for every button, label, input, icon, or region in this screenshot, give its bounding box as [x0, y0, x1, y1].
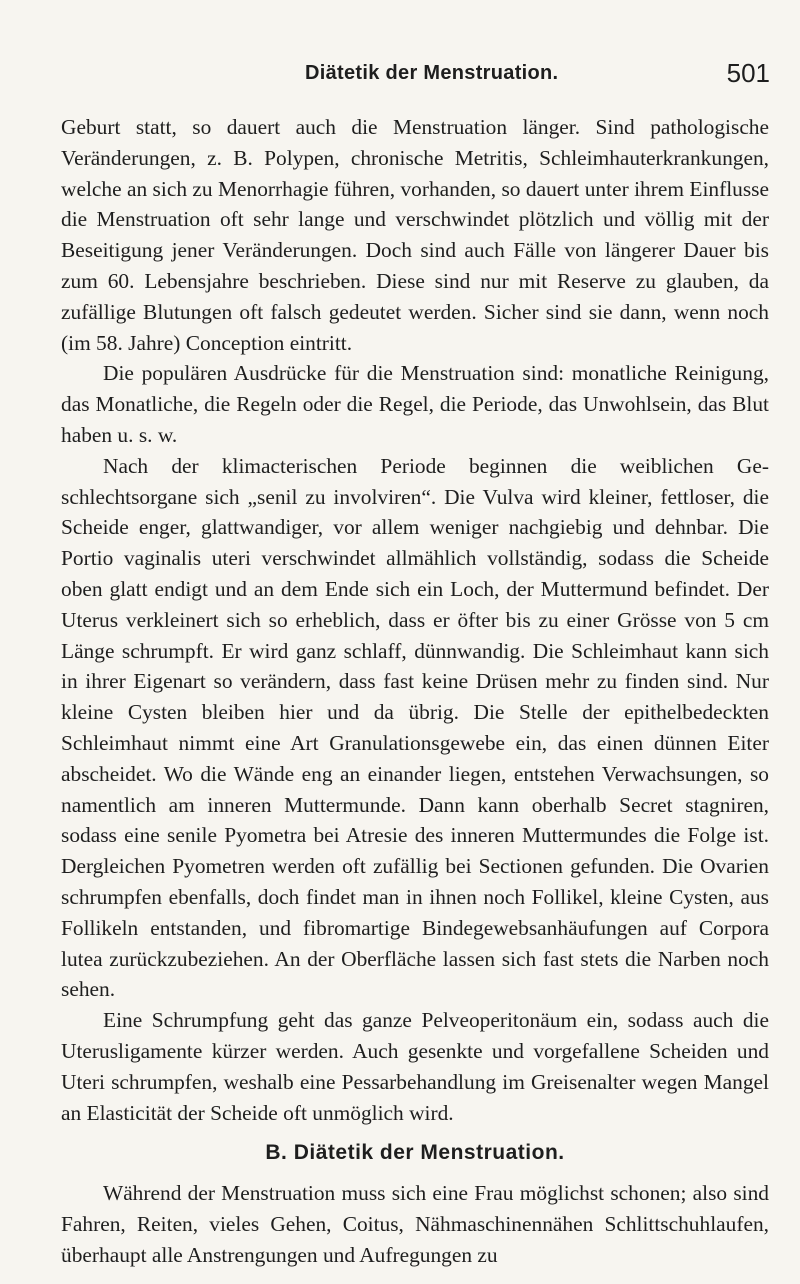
paragraph-2: Die populären Ausdrücke für die Menstruation sind: monatliche Reinigung, das Monatliche, die Regeln oder die Regel, die Periode, das Unwohlsein, das Blut haben u. s. w.: [61, 361, 769, 447]
running-header: [60, 58, 770, 92]
paragraph-3: Nach der klimacterischen Periode beginnen die weiblichen Geschlechtsorgane sich „senil zu involviren“. Die Vulva wird kleiner, fettloser, die Scheide enger, glattwandiger, vor allem weniger nachgiebig und dehnbar. Die Portio vaginalis uteri verschwindet allmählich vollständig, sodass die Scheide oben glatt endigt und an dem Ende sich ein Loch, der Muttermund befindet. Der Uterus verkleinert sich so erheblich, dass er öfter bis zu einer Grösse von 5 cm Länge schrumpft. Er wird ganz schlaff, dünnwandig. Die Schleimhaut kann sich in ihrer Eigenart so verändern, dass fast keine Drüsen mehr zu finden sind. Nur kleine Cysten bleiben hier und da übrig. Die Stelle der epithelbedeckten Schleimhaut nimmt eine Art Granulationsgewebe ein, das einen dünnen Eiter abscheidet. Wo die Wände eng an einander liegen, entstehen Verwachsungen, so namentlich am inneren Muttermunde. Dann kann oberhalb Secret stagniren, sodass eine senile Pyometra bei Atresie des inneren Muttermundes die Folge ist. Dergleichen Pyometren werden oft zufällig bei Sectionen gefunden. Die Ovarien schrumpfen ebenfalls, doch findet man in ihnen noch Follikel, kleine Cysten, aus Follikeln entstanden, und fibromartige Bindegewebsanhäufungen auf Corpora lutea zurückzubeziehen. An der Oberfläche lassen sich fast stets die Narben noch sehen.: [61, 453, 769, 1002]
page-number: 501: [726, 58, 770, 88]
paragraph-1: Geburt statt, so dauert auch die Menstruation länger. Sind pathologische Veränderungen, z. B. Polypen, chronische Metritis, Schleimhauterkrankungen, welche an sich zu Menorrhagie führen, vorhanden, so dauert unter ihrem Einflusse die Menstruation oft sehr lange und verschwindet plötzlich und völlig mit der Beseitigung jener Veränderungen. Doch sind auch Fälle von längerer Dauer bis zum 60. Lebensjahre beschrieben. Diese sind nur mit Reserve zu glauben, da zufällige Blutungen oft falsch gedeutet werden. Sicher sind sie dann, wenn noch (im 58. Jahre) Conception eintritt.: [61, 115, 769, 355]
body-text: [61, 112, 769, 1271]
paragraph-4: Eine Schrumpfung geht das ganze Pelveoperitonäum ein, sodass auch die Uterusligamente kürzer werden. Auch gesenkte und vorgefallene Scheiden und Uteri schrumpfen, weshalb eine Pessarbehandlung im Greisenalter wegen Mangel an Elasticität der Scheide oft unmöglich wird.: [61, 1008, 769, 1125]
running-title: Diätetik der Menstruation.: [305, 62, 559, 84]
paragraph-5: Während der Menstruation muss sich eine Frau möglichst schonen; also sind Fahren, Reiten, vieles Gehen, Coitus, Nähmaschinennähen Schlittschuhlaufen, überhaupt alle Anstrengungen und Aufregungen zu: [61, 1181, 769, 1267]
section-heading: B. Diätetik der Menstruation.: [265, 1141, 565, 1165]
